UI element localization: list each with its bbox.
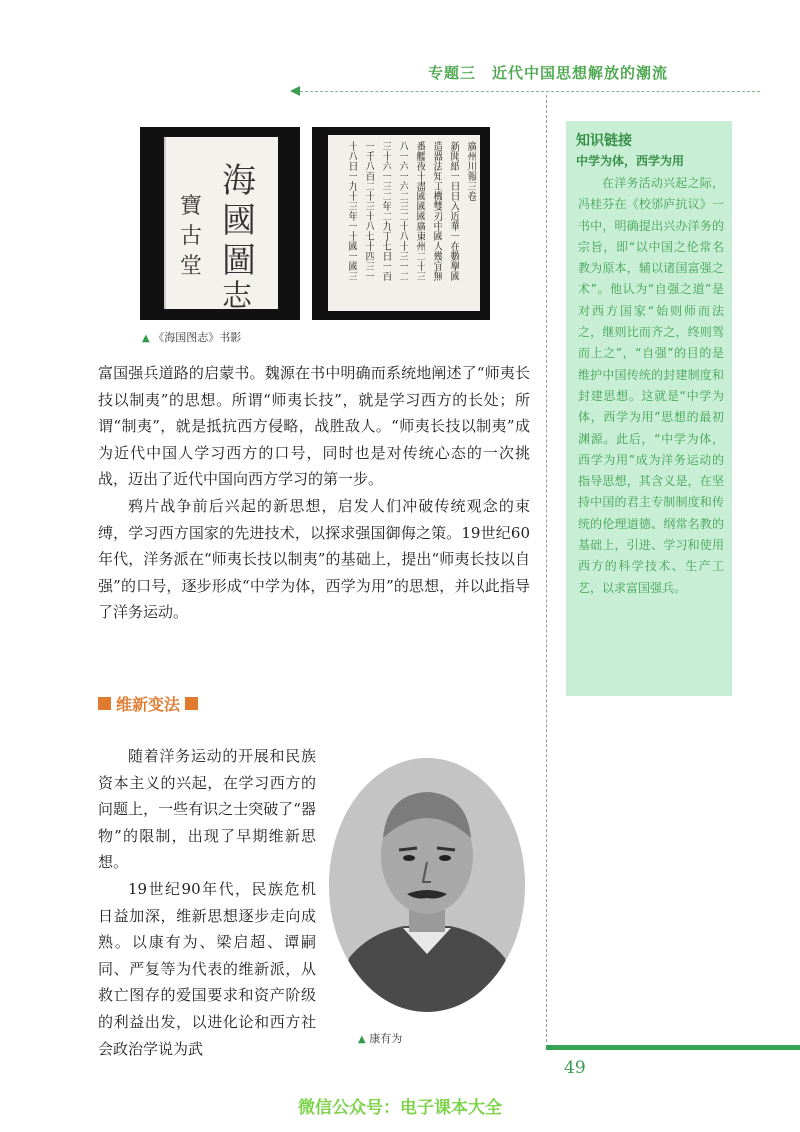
- text-column: 十八日一九十三年一十國一國三: [346, 141, 357, 281]
- text-column: 廣州川報三卷: [465, 141, 476, 201]
- text-column: 新聞紙一日日入近華一在數擧國: [448, 141, 459, 281]
- seal-char: 堂: [180, 254, 203, 279]
- figure2-caption-text: 康有为: [369, 1032, 403, 1045]
- sidebar-subtitle: 中学为体，西学为用: [576, 154, 685, 168]
- text-column: 八一六一六二三二十八十三一二: [397, 141, 408, 281]
- book-cover-image: [140, 127, 300, 320]
- heading-square-icon: [185, 697, 198, 710]
- figure1-caption: [142, 329, 241, 345]
- book-cover-page: [164, 137, 278, 314]
- kang-youwei-portrait: [329, 758, 525, 1012]
- text-column: 一千八百二十三十八七十四三一: [363, 141, 374, 281]
- heading-square-icon: [98, 697, 111, 710]
- caption-triangle-icon: ▲: [358, 1034, 366, 1045]
- caption-triangle-icon: ▲: [142, 333, 150, 344]
- seal-char: 海: [222, 161, 256, 201]
- seal-char: 寶: [180, 194, 203, 219]
- watermark-text: 微信公众号：电子课本大全: [298, 1098, 502, 1118]
- seal-char: 志: [222, 279, 252, 314]
- text-column: 三十六一三二年二九丁七日一百: [380, 141, 391, 281]
- sidebar-title: 知识链接: [576, 133, 632, 149]
- figure1-caption-text: 《海国图志》书影: [153, 331, 242, 344]
- section-paragraph: 随着洋务运动的开展和民族资本主义的兴起，在学习西方的问题上，一些有识之士突破了“器物”的限制，出现了早期维新思想。: [98, 747, 316, 872]
- section-heading-text: 维新变法: [116, 695, 181, 714]
- body-paragraph: 富国强兵道路的启蒙书。魏源在书中明确而系统地阐述了“师夷长技以制夷”的思想。所谓“师夷长技”，就是学习西方的长处；所谓“制夷”，就是抵抗西方侵略，战胜敌人。“师夷长技以制夷”成为近代中国人学习西方的口号，同时也是对传统心态的一次挑战，迈出了近代中国向西方学习的第一步。: [98, 364, 530, 489]
- section-paragraph: 19世纪90年代，民族危机日益加深，维新思想逐步走向成熟。以康有为、梁启超、谭嗣同、严复等为代表的维新派，从救亡图存的爱国要求和资产阶级的利益出发，以进化论和西方社会政治学说为武: [98, 879, 316, 1058]
- portrait-illustration: [329, 758, 525, 1012]
- text-column: 造器法知工機雙刃中國人幾宜無: [431, 141, 442, 281]
- chapter-header-title: 专题三 近代中国思想解放的潮流: [427, 64, 668, 82]
- footer-bar: [546, 1045, 800, 1050]
- seal-char: 圖: [222, 241, 256, 281]
- main-body-text: [98, 360, 530, 626]
- book-text-page: [328, 135, 480, 311]
- header-arrow-icon: [290, 86, 300, 96]
- seal-char: 國: [222, 201, 256, 241]
- figure2-caption: [358, 1030, 402, 1046]
- body-paragraph: 鸦片战争前后兴起的新思想，启发人们冲破传统观念的束缚，学习西方国家的先进技术，以探求强国御侮之策。19世纪60年代，洋务派在“师夷长技以制夷”的基础上，提出“师夷长技以自强”的口号，逐步形成“中学为体，西学为用”的思想，并以此指导了洋务运动。: [98, 496, 530, 622]
- seal-char: 古: [180, 224, 203, 249]
- section-body-text: [98, 743, 316, 1062]
- text-column: 番艦夜十盡國國國廣東州二十三: [414, 141, 425, 281]
- sidebar-body: 在洋务活动兴起之际，冯桂芬在《校邠庐抗议》一书中，明确提出兴办洋务的宗旨，即“以中国之伦常名教为原本，辅以诸国富强之术”。他认为“自强之道”是对西方国家“始则师而法之，继则比而齐之，终则驾而上之”，“自强”的目的是维护中国传统的封建制度和封建思想。这就是“中学为体，西学为用”思想的最初渊源。此后，“中学为体，西学为用”成为洋务运动的指导思想，其含义是，在坚持中国的君主专制制度和传统的伦理道德、纲常名教的基础上，引进、学习和使用西方的科学技术、生产工艺，以求富国强兵。: [578, 176, 724, 595]
- knowledge-link-sidebar: [566, 121, 732, 696]
- page-number: 49: [564, 1058, 586, 1078]
- book-text-page-image: [312, 127, 490, 320]
- column-dashed-divider: [546, 95, 547, 1042]
- section-heading: [98, 692, 198, 715]
- header-dashed-divider: [300, 91, 760, 92]
